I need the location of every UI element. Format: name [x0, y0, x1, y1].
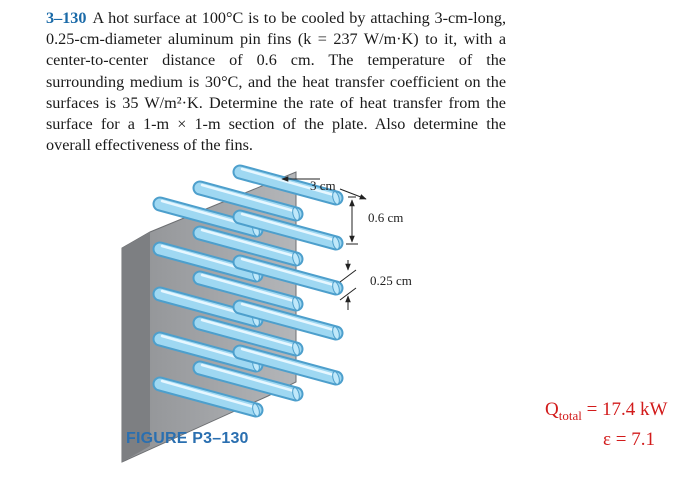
figure-caption: FIGURE P3–130 [126, 430, 249, 447]
problem-text: A hot surface at 100°C is to be cooled by attaching 3-cm-long, 0.25-cm-diameter aluminum pin fins (k = 237 W/m·K) to it, with a center-to-center distance of 0.6 cm. The temperature of the surrounding medium is 30°C, and the heat transfer coefficient on the surfaces is 35 W/m²·K. Determine the rate of heat transfer from the surface for a 1-m × 1-m section of the plate. Also determine the overall effectiveness of the fins. [46, 9, 506, 155]
spacing-dimension [346, 197, 403, 244]
problem-number: 3–130 [46, 9, 87, 27]
answer-block [545, 398, 695, 452]
effectiveness-answer: ε = 7.1 [603, 428, 655, 450]
length-label: 3 cm [310, 178, 336, 193]
q-subscript: total [558, 407, 582, 423]
spacing-label: 0.6 cm [368, 210, 404, 225]
diameter-label: 0.25 cm [370, 273, 412, 288]
q-value: = 17.4 kW [581, 399, 668, 420]
base-plate-edge [122, 232, 150, 462]
diameter-dimension [340, 260, 412, 310]
heat-rate-answer [545, 398, 695, 428]
q-symbol: Q [545, 399, 559, 420]
